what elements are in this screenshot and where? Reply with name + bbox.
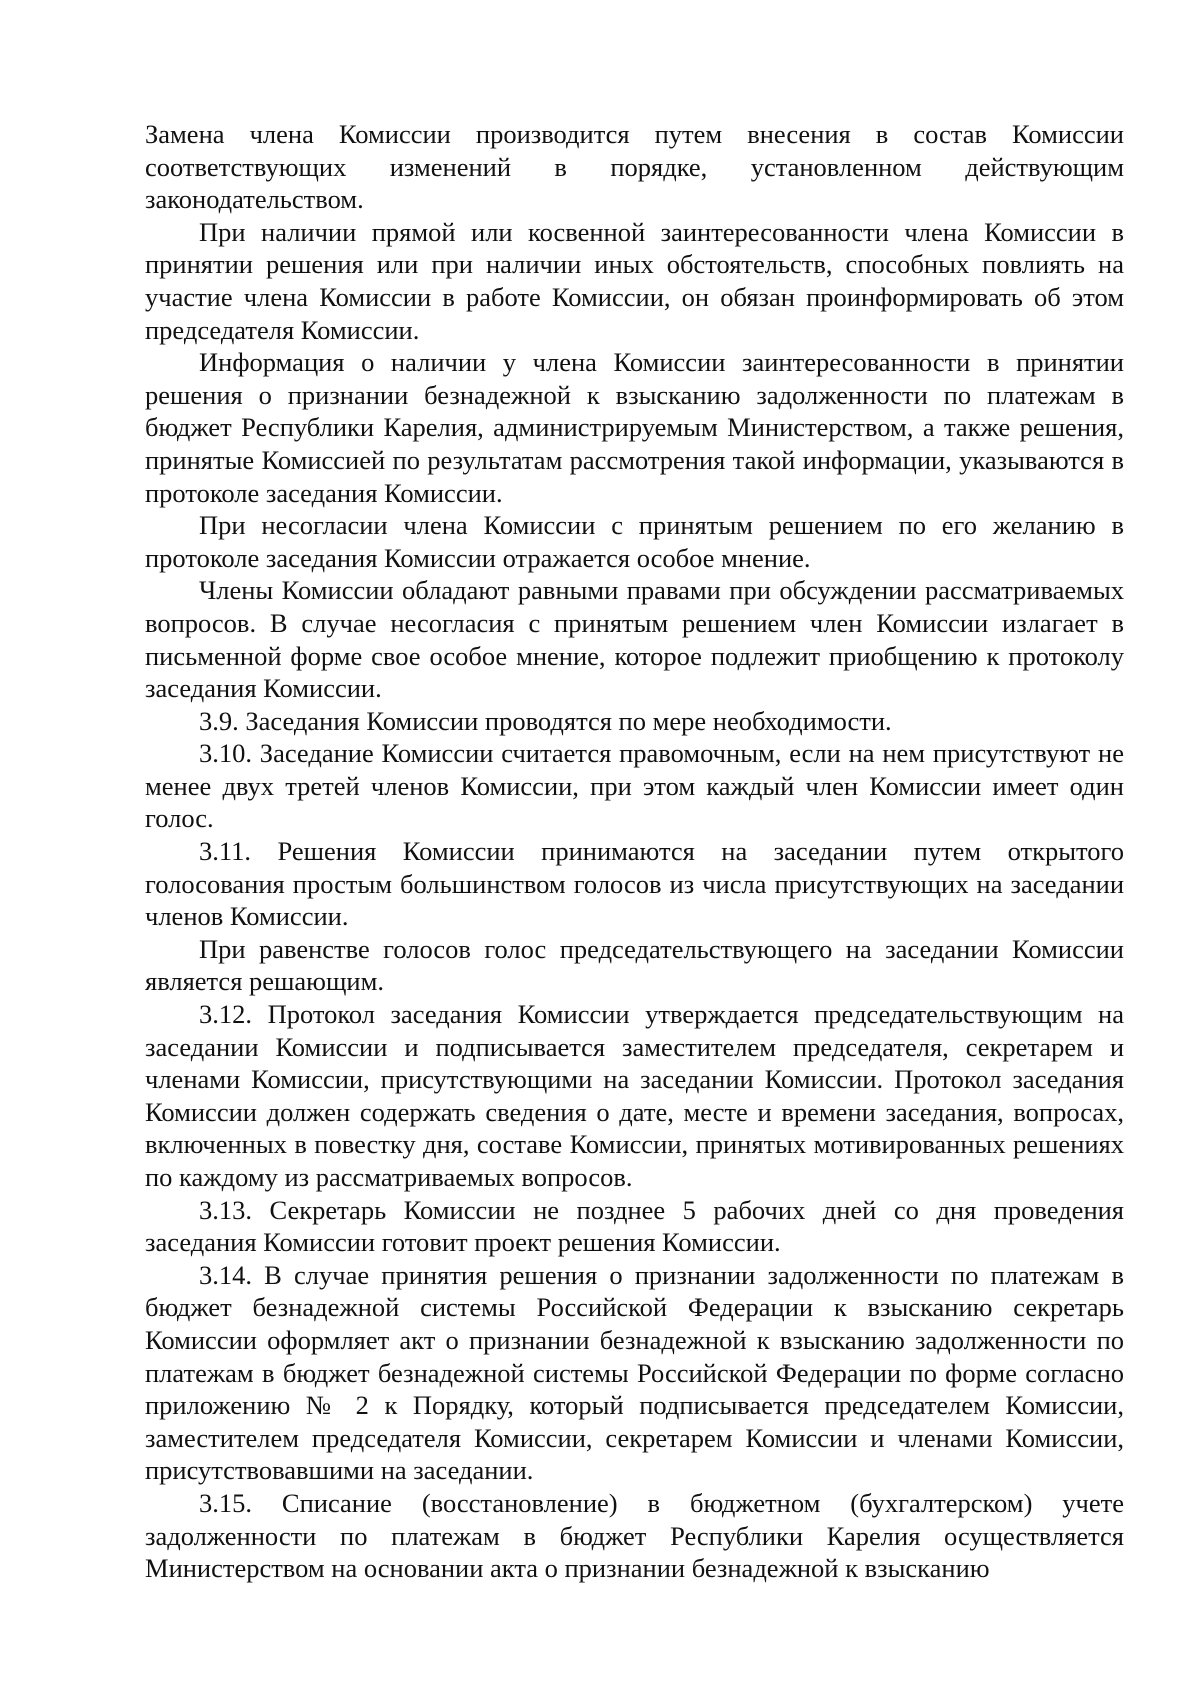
- paragraph-dissenting-opinion: При несогласии члена Комиссии с принятым решением по его желанию в протоколе заседания Комиссии отражается особое мнение.: [145, 510, 1124, 573]
- paragraph-conflict-of-interest: При наличии прямой или косвенной заинтересованности члена Комиссии в принятии решения или при наличии иных обстоятельств, способных повлиять на участие члена Комиссии в работе Комиссии, он обязан проинформировать об этом председателя Комиссии.: [145, 216, 1124, 345]
- paragraph-3-14: 3.14. В случае принятия решения о признании задолженности по платежам в бюджет безнадежной системы Российской Федерации к взысканию секретарь Комиссии оформляет акт о признании безнадежной к взысканию задолженности по платежам в бюджет безнадежной системы Российской Федерации по форме согласно приложению № 2 к Порядку, который подписывается председателем Комиссии, заместителем председателя Комиссии, секретарем Комиссии и членами Комиссии, присутствовавшими на заседании.: [145, 1259, 1124, 1486]
- paragraph-member-rights: Члены Комиссии обладают равными правами при обсуждении рассматриваемых вопросов. В случае несогласия с принятым решением член Комиссии излагает в письменной форме свое особое мнение, которое подлежит приобщению к протоколу заседания Комиссии.: [145, 575, 1124, 704]
- paragraph-3-10: 3.10. Заседание Комиссии считается правомочным, если на нем присутствуют не менее двух третей членов Комиссии, при этом каждый член Комиссии имеет один голос.: [145, 738, 1124, 834]
- paragraph-3-11: 3.11. Решения Комиссии принимаются на заседании путем открытого голосования простым большинством голосов из числа присутствующих на заседании членов Комиссии.: [145, 836, 1124, 932]
- document-page: [145, 118, 1124, 1585]
- paragraph-tie-vote: При равенстве голосов голос председательствующего на заседании Комиссии является решающим.: [145, 933, 1124, 997]
- paragraph-3-13: 3.13. Секретарь Комиссии не позднее 5 рабочих дней со дня проведения заседания Комиссии готовит проект решения Комиссии.: [145, 1194, 1124, 1258]
- paragraph-member-replacement: Замена члена Комиссии производится путем внесения в состав Комиссии соответствующих изменений в порядке, установленном действующим законодательством.: [145, 119, 1124, 215]
- paragraph-3-15: 3.15. Списание (восстановление) в бюджетном (бухгалтерском) учете задолженности по платежам в бюджет Республики Карелия осуществляется Министерством на основании акта о признании безнадежной к взысканию: [145, 1487, 1124, 1584]
- paragraph-3-12: 3.12. Протокол заседания Комиссии утверждается председательствующим на заседании Комиссии и подписывается заместителем председателя, секретарем и членами Комиссии, присутствующими на заседании Комиссии. Протокол заседания Комиссии должен содержать сведения о дате, месте и времени заседания, вопросах, включенных в повестку дня, составе Комиссии, принятых мотивированных решениях по каждому из рассматриваемых вопросов.: [145, 999, 1124, 1192]
- paragraph-3-9: 3.9. Заседания Комиссии проводятся по мере необходимости.: [199, 705, 892, 736]
- paragraph-interest-information: Информация о наличии у члена Комиссии заинтересованности в принятии решения о признании безнадежной к взысканию задолженности по платежам в бюджет Республики Карелия, администрируемым Министерством, а также решения, принятые Комиссией по результатам рассмотрения такой информации, указываются в протоколе заседания Комиссии.: [145, 347, 1124, 508]
